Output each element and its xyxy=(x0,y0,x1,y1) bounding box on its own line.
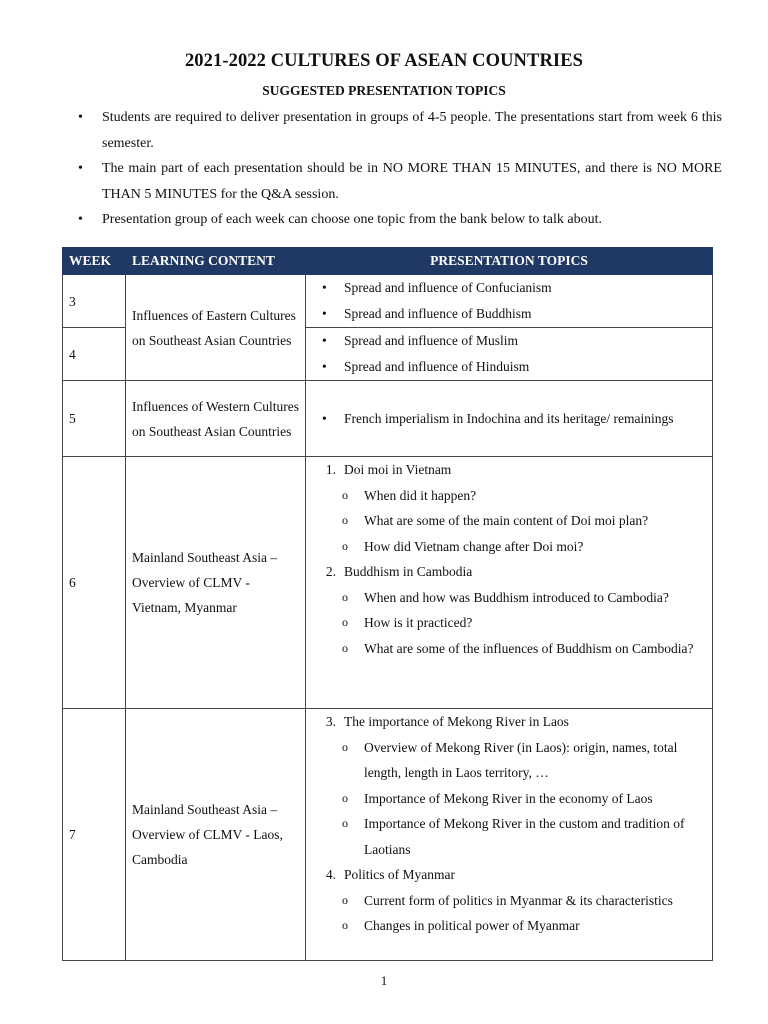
intro-bullet: • Presentation group of each week can choose one topic from the bank below to talk about. xyxy=(76,207,722,233)
topic-subquestion: o How did Vietnam change after Doi moi? xyxy=(312,534,706,560)
topic-title: Politics of Myanmar xyxy=(344,867,455,882)
topic-title: Doi moi in Vietnam xyxy=(344,462,452,477)
topic-heading xyxy=(312,862,706,888)
topic-subquestion: o Importance of Mekong River in the custom and tradition of Laotians xyxy=(312,811,706,862)
intro-bullet: • The main part of each presentation should be in NO MORE THAN 15 MINUTES, and there is NO MORE THAN 5 MINUTES for the Q&A session. xyxy=(76,156,722,207)
learning-content-cell: Mainland Southeast Asia – Overview of CLMV - Laos, Cambodia xyxy=(126,709,306,961)
table-row xyxy=(63,275,713,328)
topic-subquestion: o What are some of the influences of Buddhism on Cambodia? xyxy=(312,636,706,662)
topics-table xyxy=(62,247,713,961)
header-week: WEEK xyxy=(63,248,126,275)
topics-cell xyxy=(306,275,713,328)
topic-number: 3. xyxy=(325,714,336,729)
page-subtitle: SUGGESTED PRESENTATION TOPICS xyxy=(262,83,506,98)
topics-cell xyxy=(306,381,713,457)
week-cell: 7 xyxy=(63,709,126,961)
topic-subquestion: o Overview of Mekong River (in Laos): origin, names, total length, length in Laos territory, … xyxy=(312,735,706,786)
topic-subquestion: o Changes in political power of Myanmar xyxy=(312,913,706,939)
topic-item: • Spread and influence of Muslim xyxy=(312,328,706,354)
week-cell: 3 xyxy=(63,275,126,328)
topic-subquestion: o When and how was Buddhism introduced to Cambodia? xyxy=(312,585,706,611)
header-learning-content: LEARNING CONTENT xyxy=(126,248,306,275)
topic-item: • Spread and influence of Confucianism xyxy=(312,275,706,301)
topic-heading xyxy=(312,709,706,735)
topic-title: Buddhism in Cambodia xyxy=(344,564,473,579)
table-row xyxy=(63,709,713,961)
table-row xyxy=(63,457,713,709)
topic-heading xyxy=(312,559,706,585)
topics-cell xyxy=(306,457,713,709)
table-row xyxy=(63,381,713,457)
table-header-row xyxy=(63,248,713,275)
week-cell: 5 xyxy=(63,381,126,457)
topic-item: • Spread and influence of Buddhism xyxy=(312,301,706,327)
week-cell: 6 xyxy=(63,457,126,709)
topic-subquestion: o Current form of politics in Myanmar & its characteristics xyxy=(312,888,706,914)
topic-item: • French imperialism in Indochina and its heritage/ remainings xyxy=(312,406,706,432)
page-number: 1 xyxy=(380,973,388,988)
topic-subquestion: o Importance of Mekong River in the economy of Laos xyxy=(312,786,706,812)
learning-content-cell: Influences of Eastern Cultures on Southeast Asian Countries xyxy=(126,275,306,381)
learning-content-cell: Mainland Southeast Asia – Overview of CLMV - Vietnam, Myanmar xyxy=(126,457,306,709)
header-presentation-topics: PRESENTATION TOPICS xyxy=(306,248,713,275)
week-cell: 4 xyxy=(63,328,126,381)
topic-subquestion: o What are some of the main content of Doi moi plan? xyxy=(312,508,706,534)
topic-heading xyxy=(312,457,706,483)
topic-number: 4. xyxy=(325,867,336,882)
topic-number: 1. xyxy=(325,462,336,477)
topic-subquestion: o When did it happen? xyxy=(312,483,706,509)
topic-item: • Spread and influence of Hinduism xyxy=(312,354,706,380)
topics-cell xyxy=(306,709,713,961)
intro-bullet-list xyxy=(76,105,722,233)
learning-content-cell: Influences of Western Cultures on Southeast Asian Countries xyxy=(126,381,306,457)
intro-bullet: • Students are required to deliver presentation in groups of 4-5 people. The presentations start from week 6 this semester. xyxy=(76,105,722,156)
page-title: 2021-2022 CULTURES OF ASEAN COUNTRIES xyxy=(184,51,584,71)
topic-number: 2. xyxy=(325,564,336,579)
topics-cell xyxy=(306,328,713,381)
topic-title: The importance of Mekong River in Laos xyxy=(344,714,569,729)
topic-subquestion: o How is it practiced? xyxy=(312,610,706,636)
